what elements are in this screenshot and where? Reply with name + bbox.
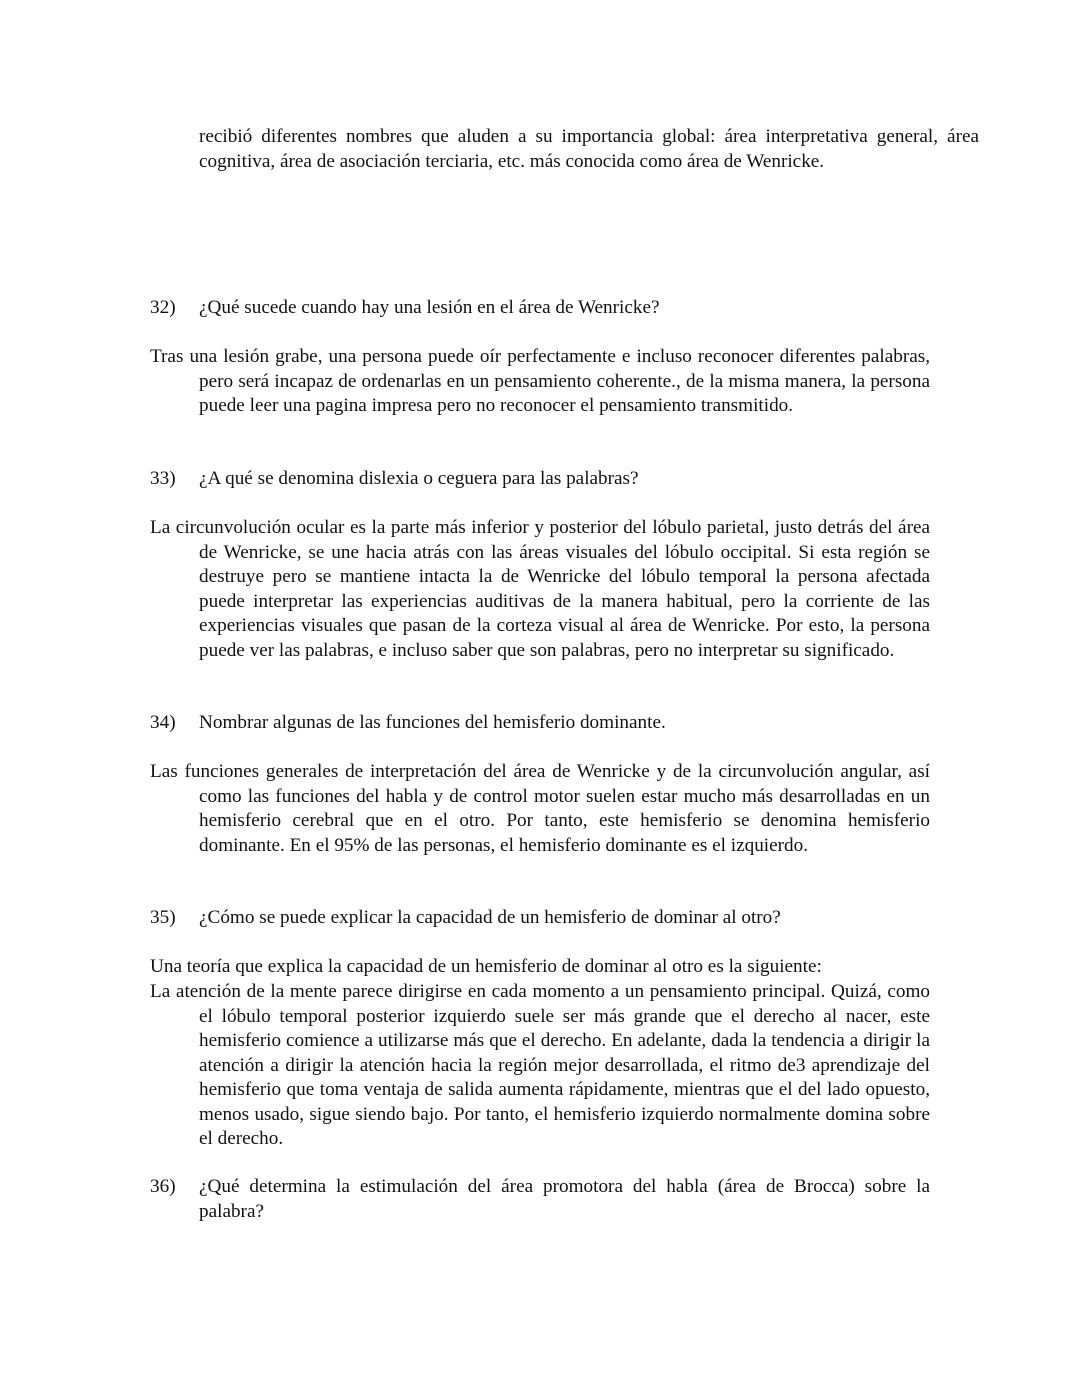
question-text: ¿A qué se denomina dislexia o ceguera para las palabras? (199, 468, 639, 489)
question-36 (150, 1175, 930, 1224)
question-number: 36) (150, 1176, 176, 1197)
answer-34: Las funciones generales de interpretación del área de Wenricke y de la circunvolución angular, así como las funciones del habla y de control motor suelen estar mucho más desarrolladas en un hemisferio cerebral que en el otro. Por tanto, este hemisferio se denomina hemisferio dominante. En el 95% de las personas, el hemisferio dominante es el izquierdo. (150, 761, 930, 856)
answer-35-intro: Una teoría que explica la capacidad de un hemisferio de dominar al otro es la siguiente: (150, 956, 822, 977)
answer-35: La atención de la mente parece dirigirse en cada momento a un pensamiento principal. Quizá, como el lóbulo temporal posterior izquierdo suele ser más grande que el derecho al nacer, este hemisferio comience a utilizarse más que el derecho. En adelante, dada la tendencia a dirigir la atención a dirigir la atención hacia la región mejor desarrollada, el ritmo de3 aprendizaje del hemisferio que toma ventaja de salida aumenta rápidamente, mientras que el del lado opuesto, menos usado, sigue siendo bajo. Por tanto, el hemisferio izquierdo normalmente domina sobre el derecho. (150, 981, 930, 1149)
intro-continuation-paragraph: recibió diferentes nombres que aluden a su importancia global: área interpretativa general, área cognitiva, área de asociación terciaria, etc. más conocida como área de Wenricke. (199, 126, 979, 172)
answer-33: La circunvolución ocular es la parte más inferior y posterior del lóbulo parietal, justo detrás del área de Wenricke, se une hacia atrás con las áreas visuales del lóbulo occipital. Si esta región se destruye pero se mantiene intacta la de Wenricke del lóbulo temporal la persona afectada puede interpretar las experiencias auditivas de la manera habitual, pero la corriente de las experiencias visuales que pasan de la corteza visual al área de Wenricke. Por esto, la persona puede ver las palabras, e incluso saber que son palabras, pero no interpretar su significado. (150, 517, 930, 661)
answer-32: Tras una lesión grabe, una persona puede oír perfectamente e incluso reconocer diferentes palabras, pero será incapaz de ordenarlas en un pensamiento coherente., de la misma manera, la persona puede leer una pagina impresa pero no reconocer el pensamiento transmitido. (150, 346, 930, 416)
question-text: ¿Qué determina la estimulación del área promotora del habla (área de Brocca) sobre la palabra? (199, 1176, 930, 1222)
question-34 (150, 711, 930, 736)
question-number: 34) (150, 712, 176, 733)
question-text: Nombrar algunas de las funciones del hemisferio dominante. (199, 712, 666, 733)
question-text: ¿Cómo se puede explicar la capacidad de un hemisferio de dominar al otro? (199, 907, 781, 928)
question-35 (150, 906, 930, 931)
question-text: ¿Qué sucede cuando hay una lesión en el área de Wenricke? (199, 297, 660, 318)
question-33 (150, 467, 930, 492)
question-number: 35) (150, 907, 176, 928)
question-number: 32) (150, 297, 176, 318)
question-32 (150, 296, 930, 321)
question-number: 33) (150, 468, 176, 489)
